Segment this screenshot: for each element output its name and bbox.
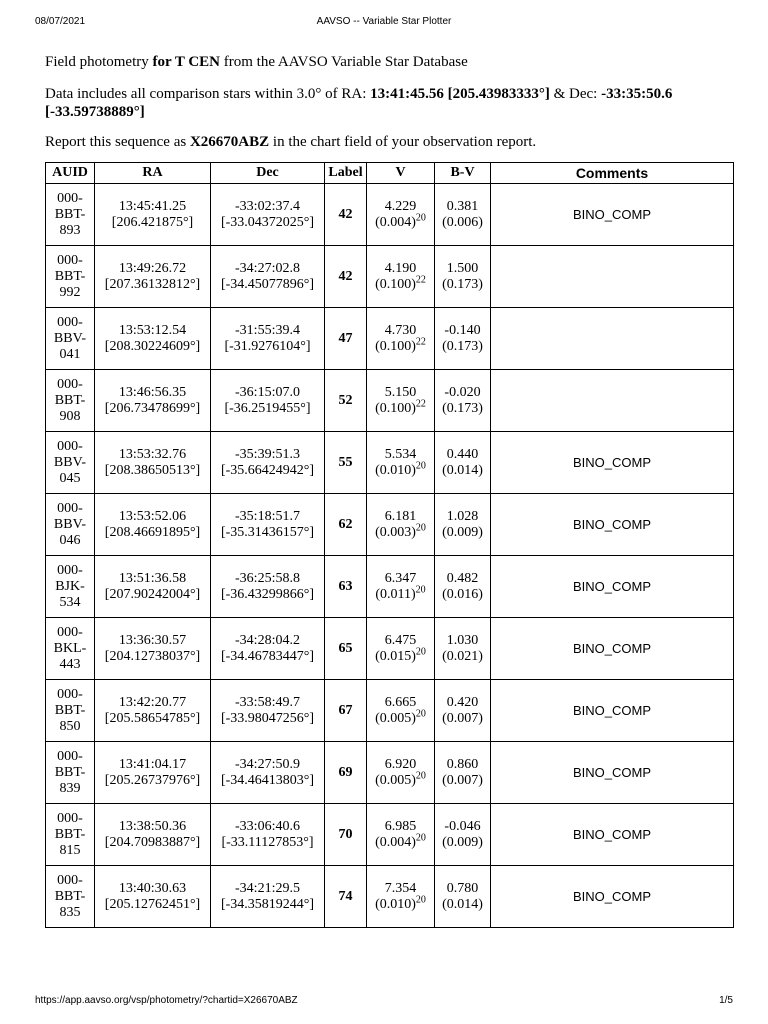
- intro-text: Data includes all comparison stars within 3.0° of RA:: [45, 86, 371, 102]
- auid-part: BJK-: [55, 578, 85, 594]
- v-source-count: 20: [415, 459, 426, 471]
- intro-text: Field photometry: [45, 54, 153, 70]
- comment-cell: BINO_COMP: [491, 494, 734, 556]
- auid-part: 815: [59, 842, 81, 858]
- bv-error: (0.009): [442, 834, 483, 850]
- bv-cell: [435, 308, 491, 370]
- ra-sexagesimal: 13:41:04.17: [118, 756, 187, 772]
- ra-degrees: [204.12738037°]: [104, 648, 201, 664]
- auid-cell: [46, 742, 95, 804]
- col-header-bv: B-V: [435, 163, 491, 184]
- ra-sexagesimal: 13:49:26.72: [118, 260, 187, 276]
- v-mag-cell: [367, 308, 435, 370]
- ra-degrees: [206.421875°]: [111, 214, 194, 230]
- dec-cell: [211, 308, 325, 370]
- dec-degrees: [-34.46783447°]: [220, 648, 315, 664]
- comment-cell: BINO_COMP: [491, 804, 734, 866]
- auid-part: 839: [59, 780, 81, 796]
- ra-cell: [95, 804, 211, 866]
- bv-error: (0.173): [442, 338, 483, 354]
- v-mag-cell: [367, 742, 435, 804]
- auid-part: 000-: [57, 314, 83, 330]
- v-source-count: 20: [415, 583, 426, 595]
- v-source-count: 20: [415, 521, 426, 533]
- ra-sexagesimal: 13:38:50.36: [118, 818, 187, 834]
- ra-sexagesimal: 13:42:20.77: [118, 694, 187, 710]
- intro-line-coordinates: [45, 85, 735, 121]
- page-number: 1/5: [719, 995, 733, 1006]
- ra-degrees: [205.26737976°]: [104, 772, 201, 788]
- bv-color: 0.780: [446, 880, 479, 896]
- label-cell: 70: [325, 804, 367, 866]
- dec-sexagesimal: -34:21:29.5: [235, 880, 300, 896]
- bv-error: (0.007): [442, 710, 483, 726]
- bv-color: -0.046: [444, 818, 481, 834]
- auid-cell: [46, 184, 95, 246]
- col-header-auid: AUID: [46, 163, 95, 184]
- auid-part: BBT-: [54, 268, 86, 284]
- auid-part: BKL-: [53, 640, 87, 656]
- label-cell: 69: [325, 742, 367, 804]
- label-cell: 67: [325, 680, 367, 742]
- auid-part: BBV-: [53, 516, 87, 532]
- v-mag-error: (0.100): [375, 400, 416, 416]
- v-mag-error: (0.005): [375, 710, 416, 726]
- auid-part: 000-: [57, 562, 83, 578]
- intro-text: & Dec:: [549, 86, 602, 102]
- dec-degrees: [-36.43299866°]: [220, 586, 315, 602]
- ra-sexagesimal: 13:40:30.63: [118, 880, 187, 896]
- auid-part: 443: [59, 656, 81, 672]
- ra-degrees: [207.90242004°]: [104, 586, 201, 602]
- dec-sexagesimal: -36:25:58.8: [235, 570, 300, 586]
- bv-color: 1.030: [446, 632, 479, 648]
- v-mag-error: (0.010): [375, 462, 416, 478]
- auid-part: BBT-: [54, 206, 86, 222]
- bv-cell: [435, 680, 491, 742]
- v-mag-cell: [367, 804, 435, 866]
- bv-cell: [435, 618, 491, 680]
- bv-error: (0.014): [442, 896, 483, 912]
- ra-sexagesimal: 13:53:32.76: [118, 446, 187, 462]
- col-header-label: Label: [325, 163, 367, 184]
- dec-degrees: [-34.45077896°]: [220, 276, 315, 292]
- bv-error: (0.016): [442, 586, 483, 602]
- v-mag-cell: [367, 494, 435, 556]
- bv-color: -0.140: [444, 322, 481, 338]
- v-mag: 4.190: [384, 260, 417, 276]
- bv-color: 0.860: [446, 756, 479, 772]
- auid-cell: [46, 866, 95, 928]
- dec-degrees: [-35.66424942°]: [220, 462, 315, 478]
- v-mag: 5.150: [384, 384, 417, 400]
- auid-part: BBV-: [53, 330, 87, 346]
- auid-part: 908: [59, 408, 81, 424]
- table-header-row: [46, 163, 734, 184]
- v-mag: 7.354: [384, 880, 417, 896]
- comment-cell: BINO_COMP: [491, 184, 734, 246]
- dec-degrees: [-33.04372025°]: [220, 214, 315, 230]
- col-header-ra: RA: [95, 163, 211, 184]
- ra-degrees: [204.70983887°]: [104, 834, 201, 850]
- dec-cell: [211, 184, 325, 246]
- dec-cell: [211, 804, 325, 866]
- label-cell: 47: [325, 308, 367, 370]
- dec-degrees: [-33.98047256°]: [220, 710, 315, 726]
- bv-error: (0.173): [442, 276, 483, 292]
- v-mag: 6.181: [384, 508, 417, 524]
- ra-cell: [95, 742, 211, 804]
- dec-degrees: [-34.46413803°]: [220, 772, 315, 788]
- v-mag: 6.985: [384, 818, 417, 834]
- dec-sexagesimal: -33:02:37.4: [235, 198, 300, 214]
- bv-cell: [435, 556, 491, 618]
- comment-cell: [491, 308, 734, 370]
- v-mag: 4.730: [384, 322, 417, 338]
- bv-color: 1.028: [446, 508, 479, 524]
- v-mag-cell: [367, 556, 435, 618]
- v-source-count: 22: [415, 335, 426, 347]
- col-header-v: V: [367, 163, 435, 184]
- dec-sexagesimal: -31:55:39.4: [235, 322, 300, 338]
- auid-part: 835: [59, 904, 81, 920]
- auid-part: BBT-: [54, 826, 86, 842]
- ra-cell: [95, 308, 211, 370]
- bv-cell: [435, 866, 491, 928]
- auid-part: 850: [59, 718, 81, 734]
- table-row: [46, 680, 734, 742]
- bv-cell: [435, 432, 491, 494]
- auid-cell: [46, 618, 95, 680]
- label-cell: 62: [325, 494, 367, 556]
- auid-part: 000-: [57, 686, 83, 702]
- label-cell: 42: [325, 184, 367, 246]
- label-cell: 55: [325, 432, 367, 494]
- table-row: [46, 618, 734, 680]
- table-row: [46, 742, 734, 804]
- bv-color: 0.440: [446, 446, 479, 462]
- bv-color: 0.482: [446, 570, 479, 586]
- target-ra: 13:41:45.56 [205.43983333°]: [370, 86, 550, 102]
- auid-cell: [46, 370, 95, 432]
- v-mag-cell: [367, 618, 435, 680]
- table-row: [46, 184, 734, 246]
- v-mag-error: (0.100): [375, 276, 416, 292]
- intro-text: in the chart field of your observation report.: [269, 134, 537, 150]
- v-source-count: 20: [415, 211, 426, 223]
- v-mag: 6.665: [384, 694, 417, 710]
- dec-sexagesimal: -35:18:51.7: [235, 508, 300, 524]
- bv-cell: [435, 184, 491, 246]
- dec-sexagesimal: -34:28:04.2: [235, 632, 300, 648]
- auid-part: BBT-: [54, 764, 86, 780]
- v-source-count: 20: [415, 769, 426, 781]
- dec-cell: [211, 494, 325, 556]
- ra-sexagesimal: 13:51:36.58: [118, 570, 187, 586]
- comment-cell: BINO_COMP: [491, 742, 734, 804]
- comment-cell: BINO_COMP: [491, 432, 734, 494]
- bv-cell: [435, 742, 491, 804]
- ra-cell: [95, 246, 211, 308]
- ra-cell: [95, 680, 211, 742]
- dec-cell: [211, 618, 325, 680]
- bv-error: (0.173): [442, 400, 483, 416]
- ra-sexagesimal: 13:36:30.57: [118, 632, 187, 648]
- ra-degrees: [205.58654785°]: [104, 710, 201, 726]
- ra-sexagesimal: 13:45:41.25: [118, 198, 187, 214]
- auid-part: 000-: [57, 748, 83, 764]
- bv-color: 0.381: [446, 198, 479, 214]
- dec-degrees: [-34.35819244°]: [220, 896, 315, 912]
- dec-cell: [211, 370, 325, 432]
- print-date: 08/07/2021: [35, 16, 86, 27]
- ra-cell: [95, 866, 211, 928]
- bv-error: (0.006): [442, 214, 483, 230]
- photometry-table: [45, 162, 734, 928]
- ra-cell: [95, 370, 211, 432]
- table-row: [46, 370, 734, 432]
- ra-sexagesimal: 13:53:12.54: [118, 322, 187, 338]
- auid-part: 000-: [57, 190, 83, 206]
- table-row: [46, 494, 734, 556]
- target-dec: -33:35:50.6 [-33.59738889°]: [45, 86, 673, 120]
- v-mag-cell: [367, 680, 435, 742]
- auid-cell: [46, 494, 95, 556]
- intro-line-target: [45, 53, 735, 71]
- dec-degrees: [-35.31436157°]: [220, 524, 315, 540]
- label-cell: 74: [325, 866, 367, 928]
- ra-cell: [95, 432, 211, 494]
- dec-sexagesimal: -34:27:02.8: [235, 260, 300, 276]
- auid-part: BBT-: [54, 392, 86, 408]
- dec-cell: [211, 432, 325, 494]
- v-mag-error: (0.100): [375, 338, 416, 354]
- dec-sexagesimal: -33:06:40.6: [235, 818, 300, 834]
- dec-degrees: [-31.9276104°]: [224, 338, 311, 354]
- bv-cell: [435, 494, 491, 556]
- col-header-comments: Comments: [491, 163, 734, 184]
- auid-cell: [46, 680, 95, 742]
- dec-sexagesimal: -35:39:51.3: [235, 446, 300, 462]
- comment-cell: BINO_COMP: [491, 556, 734, 618]
- comment-cell: [491, 246, 734, 308]
- target-name: for T CEN: [152, 54, 221, 70]
- intro-text: Report this sequence as: [45, 134, 190, 150]
- ra-cell: [95, 618, 211, 680]
- ra-degrees: [208.46691895°]: [104, 524, 201, 540]
- footer-url: https://app.aavso.org/vsp/photometry/?chartid=X26670ABZ: [35, 995, 298, 1006]
- auid-part: BBT-: [54, 888, 86, 904]
- dec-sexagesimal: -36:15:07.0: [235, 384, 300, 400]
- auid-cell: [46, 432, 95, 494]
- ra-cell: [95, 184, 211, 246]
- ra-degrees: [207.36132812°]: [104, 276, 201, 292]
- v-mag: 6.475: [384, 632, 417, 648]
- table-row: [46, 432, 734, 494]
- v-mag-cell: [367, 866, 435, 928]
- auid-part: 045: [59, 470, 81, 486]
- table-row: [46, 804, 734, 866]
- table-row: [46, 246, 734, 308]
- bv-error: (0.009): [442, 524, 483, 540]
- page-header-title: AAVSO -- Variable Star Plotter: [316, 16, 452, 27]
- dec-degrees: [-33.11127853°]: [221, 834, 314, 850]
- v-source-count: 20: [415, 707, 426, 719]
- ra-degrees: [208.30224609°]: [104, 338, 201, 354]
- v-mag: 6.920: [384, 756, 417, 772]
- label-cell: 52: [325, 370, 367, 432]
- dec-cell: [211, 742, 325, 804]
- table-row: [46, 866, 734, 928]
- bv-cell: [435, 246, 491, 308]
- bv-cell: [435, 804, 491, 866]
- auid-cell: [46, 246, 95, 308]
- dec-cell: [211, 556, 325, 618]
- auid-part: 893: [59, 222, 81, 238]
- ra-degrees: [205.12762451°]: [104, 896, 201, 912]
- auid-part: 000-: [57, 624, 83, 640]
- chart-id: X26670ABZ: [189, 134, 270, 150]
- v-mag-cell: [367, 184, 435, 246]
- bv-color: 1.500: [446, 260, 479, 276]
- comment-cell: BINO_COMP: [491, 680, 734, 742]
- auid-part: 000-: [57, 872, 83, 888]
- v-mag-error: (0.011): [375, 586, 416, 602]
- v-mag: 6.347: [384, 570, 417, 586]
- ra-degrees: [208.38650513°]: [104, 462, 201, 478]
- intro-text: from the AAVSO Variable Star Database: [220, 54, 468, 70]
- comment-cell: [491, 370, 734, 432]
- ra-sexagesimal: 13:46:56.35: [118, 384, 187, 400]
- ra-sexagesimal: 13:53:52.06: [118, 508, 187, 524]
- v-mag-error: (0.005): [375, 772, 416, 788]
- auid-part: 000-: [57, 438, 83, 454]
- v-source-count: 20: [415, 831, 426, 843]
- dec-sexagesimal: -33:58:49.7: [235, 694, 300, 710]
- v-mag: 4.229: [384, 198, 417, 214]
- bv-color: -0.020: [444, 384, 481, 400]
- dec-sexagesimal: -34:27:50.9: [235, 756, 300, 772]
- dec-cell: [211, 680, 325, 742]
- v-mag: 5.534: [384, 446, 417, 462]
- dec-cell: [211, 246, 325, 308]
- dec-cell: [211, 866, 325, 928]
- auid-part: BBT-: [54, 702, 86, 718]
- v-mag-cell: [367, 370, 435, 432]
- intro-line-sequence: [45, 133, 735, 151]
- dec-degrees: [-36.2519455°]: [224, 400, 311, 416]
- auid-part: 000-: [57, 500, 83, 516]
- bv-error: (0.021): [442, 648, 483, 664]
- bv-cell: [435, 370, 491, 432]
- bv-error: (0.007): [442, 772, 483, 788]
- v-mag-error: (0.004): [375, 214, 416, 230]
- auid-part: 000-: [57, 252, 83, 268]
- auid-part: 000-: [57, 810, 83, 826]
- bv-error: (0.014): [442, 462, 483, 478]
- ra-degrees: [206.73478699°]: [104, 400, 201, 416]
- auid-cell: [46, 804, 95, 866]
- v-mag-error: (0.010): [375, 896, 416, 912]
- v-source-count: 20: [415, 893, 426, 905]
- ra-cell: [95, 556, 211, 618]
- auid-cell: [46, 308, 95, 370]
- v-source-count: 22: [415, 397, 426, 409]
- auid-part: 046: [59, 532, 81, 548]
- col-header-dec: Dec: [211, 163, 325, 184]
- v-source-count: 22: [415, 273, 426, 285]
- label-cell: 42: [325, 246, 367, 308]
- comment-cell: BINO_COMP: [491, 618, 734, 680]
- ra-cell: [95, 494, 211, 556]
- label-cell: 63: [325, 556, 367, 618]
- auid-part: 534: [59, 594, 81, 610]
- v-source-count: 20: [415, 645, 426, 657]
- v-mag-cell: [367, 246, 435, 308]
- comment-cell: BINO_COMP: [491, 866, 734, 928]
- v-mag-error: (0.004): [375, 834, 416, 850]
- auid-part: 992: [59, 284, 81, 300]
- table-row: [46, 556, 734, 618]
- auid-part: 000-: [57, 376, 83, 392]
- table-row: [46, 308, 734, 370]
- v-mag-cell: [367, 432, 435, 494]
- auid-part: BBV-: [53, 454, 87, 470]
- v-mag-error: (0.015): [375, 648, 416, 664]
- auid-part: 041: [59, 346, 81, 362]
- auid-cell: [46, 556, 95, 618]
- bv-color: 0.420: [446, 694, 479, 710]
- v-mag-error: (0.003): [375, 524, 416, 540]
- label-cell: 65: [325, 618, 367, 680]
